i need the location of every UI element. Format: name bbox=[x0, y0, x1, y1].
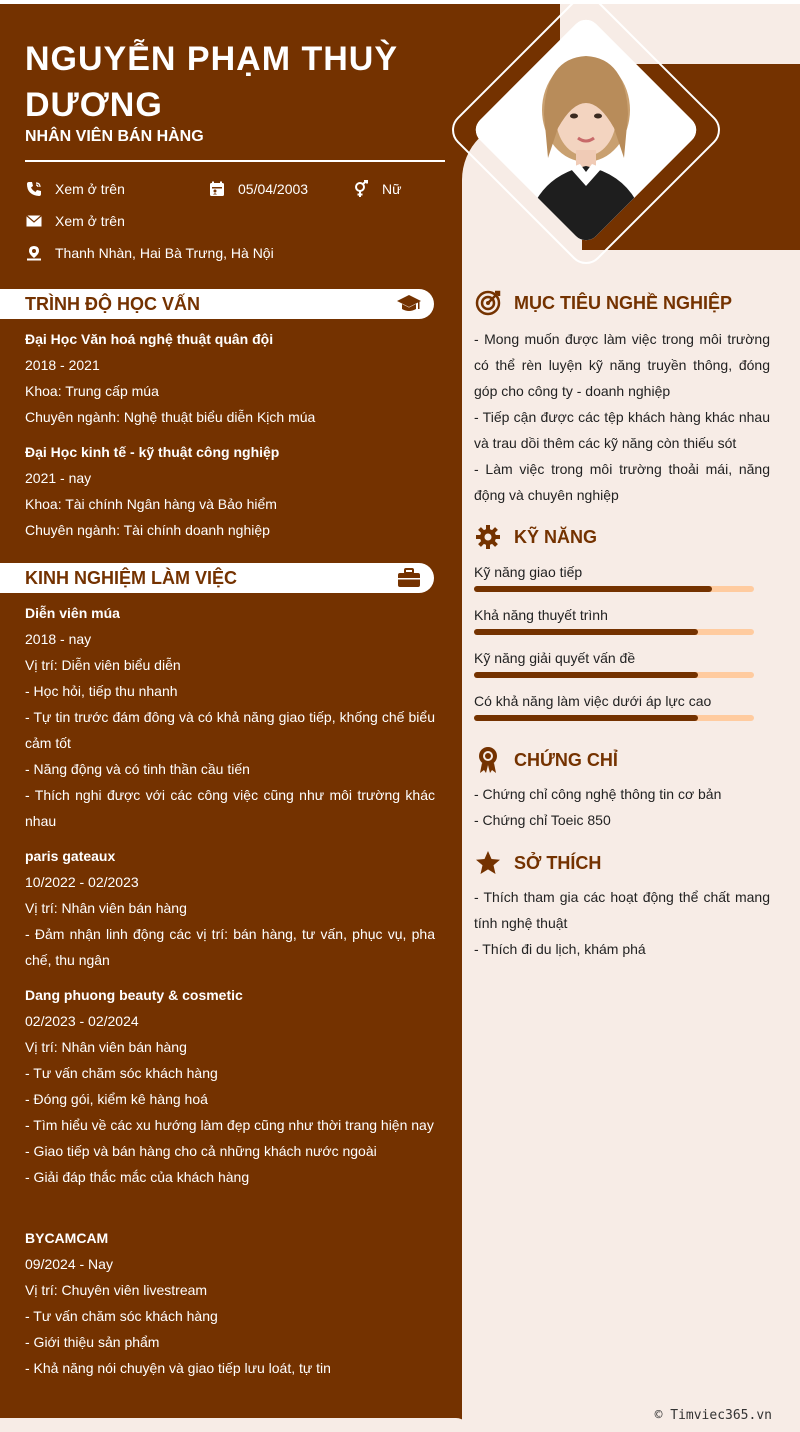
experience-item bbox=[25, 984, 435, 1190]
gear-icon bbox=[474, 523, 502, 551]
company-name: BYCAMCAM bbox=[25, 1230, 109, 1246]
address-text: Thanh Nhàn, Hai Bà Trưng, Hà Nội bbox=[55, 245, 274, 261]
contact-birthday bbox=[208, 180, 308, 198]
experience-heading bbox=[0, 563, 434, 593]
major: Chuyên ngành: Tài chính doanh nghiệp bbox=[25, 522, 270, 538]
certificates-heading bbox=[474, 746, 618, 774]
experience-line: Vị trí: Chuyên viên livestream bbox=[25, 1282, 208, 1298]
certificates-title: CHỨNG CHỈ bbox=[514, 749, 618, 770]
certificates-content bbox=[474, 781, 770, 833]
email-icon bbox=[25, 212, 43, 230]
skill-label: Có khả năng làm việc dưới áp lực cao bbox=[474, 693, 712, 709]
gender-icon bbox=[352, 180, 370, 198]
hobbies-heading bbox=[474, 849, 601, 877]
work-period: 10/2022 - 02/2023 bbox=[25, 874, 139, 890]
award-icon bbox=[474, 746, 502, 774]
candidate-name: NGUYỄN PHẠM THUỲ DƯƠNG bbox=[25, 40, 399, 124]
experience-line: - Giới thiệu sản phẩm bbox=[25, 1334, 160, 1350]
calendar-icon bbox=[208, 180, 226, 198]
certificate-line: - Chứng chỉ công nghệ thông tin cơ bản bbox=[474, 786, 722, 802]
skill-bar-fill bbox=[474, 629, 698, 635]
objective-line: - Mong muốn được làm việc trong môi trường có thể rèn luyện kỹ năng truyền thông, đóng góp cho công ty - doanh nghiệp bbox=[474, 331, 770, 399]
hobbies-title: SỞ THÍCH bbox=[514, 852, 602, 873]
skill-bar bbox=[474, 629, 754, 635]
experience-line: - Đóng gói, kiểm kê hàng hoá bbox=[25, 1091, 208, 1107]
experience-line: Vị trí: Diễn viên biểu diễn bbox=[25, 657, 181, 673]
skills-title: KỸ NĂNG bbox=[514, 526, 598, 547]
experience-item bbox=[25, 602, 435, 834]
gender-text: Nữ bbox=[382, 181, 402, 197]
hobby-line: - Thích đi du lịch, khám phá bbox=[474, 941, 646, 957]
experience-line: - Năng động và có tinh thần cầu tiến bbox=[25, 761, 250, 777]
skill-bar bbox=[474, 672, 754, 678]
skill-label: Kỹ năng giải quyết vấn đề bbox=[474, 650, 636, 666]
hobbies-content bbox=[474, 884, 770, 962]
skill-label: Kỹ năng giao tiếp bbox=[474, 564, 583, 580]
experience-line: - Tư vấn chăm sóc khách hàng bbox=[25, 1308, 218, 1324]
objective-line: - Làm việc trong môi trường thoải mái, năng động và chuyên nghiệp bbox=[474, 461, 770, 503]
company-name: Dang phuong beauty & cosmetic bbox=[25, 987, 243, 1003]
study-period: 2018 - 2021 bbox=[25, 357, 100, 373]
experience-title: KINH NGHIỆM LÀM VIỆC bbox=[25, 567, 238, 588]
school-name: Đại Học kinh tế - kỹ thuật công nghiệp bbox=[25, 444, 280, 460]
work-period: 02/2023 - 02/2024 bbox=[25, 1013, 139, 1029]
experience-line: - Giao tiếp và bán hàng cho cả những khách nước ngoài bbox=[25, 1143, 377, 1159]
experience-line: - Đảm nhận linh động các vị trí: bán hàng, tư vấn, phục vụ, pha chế, thu ngân bbox=[25, 926, 435, 968]
skill-item bbox=[474, 562, 754, 592]
experience-line: Vị trí: Nhân viên bán hàng bbox=[25, 900, 187, 916]
experience-line: - Giải đáp thắc mắc của khách hàng bbox=[25, 1169, 250, 1185]
star-icon bbox=[474, 849, 502, 877]
education-heading bbox=[0, 289, 434, 319]
company-name: Diễn viên múa bbox=[25, 605, 120, 621]
hobby-line: - Thích tham gia các hoạt động thể chất mang tính nghệ thuật bbox=[474, 889, 770, 931]
location-icon bbox=[25, 244, 43, 262]
education-item bbox=[25, 328, 435, 430]
objective-content bbox=[474, 326, 770, 508]
contact-phone bbox=[25, 180, 125, 198]
briefcase-icon bbox=[396, 567, 422, 589]
school-name: Đại Học Văn hoá nghệ thuật quân đội bbox=[25, 331, 274, 347]
phone-icon bbox=[25, 180, 43, 198]
contact-gender bbox=[352, 180, 401, 198]
education-title: TRÌNH ĐỘ HỌC VẤN bbox=[25, 293, 200, 314]
education-item bbox=[25, 441, 435, 543]
target-icon bbox=[474, 289, 502, 317]
company-name: paris gateaux bbox=[25, 848, 116, 864]
job-title: NHÂN VIÊN BÁN HÀNG bbox=[25, 128, 204, 145]
skill-bar bbox=[474, 586, 754, 592]
experience-line: - Tự tin trước đám đông và có khả năng giao tiếp, khống chế biểu cảm tốt bbox=[25, 709, 435, 751]
work-period: 2018 - nay bbox=[25, 631, 92, 647]
email-text: Xem ở trên bbox=[55, 213, 125, 229]
skill-item bbox=[474, 691, 754, 721]
certificate-line: - Chứng chỉ Toeic 850 bbox=[474, 812, 611, 828]
experience-line: - Tìm hiểu về các xu hướng làm đẹp cũng như thời trang hiện nay bbox=[25, 1117, 434, 1133]
faculty: Khoa: Trung cấp múa bbox=[25, 383, 159, 399]
header-divider bbox=[25, 160, 445, 162]
experience-line: - Khả năng nói chuyện và giao tiếp lưu loát, tự tin bbox=[25, 1360, 331, 1376]
experience-item bbox=[25, 845, 435, 973]
phone-text: Xem ở trên bbox=[55, 181, 125, 197]
major: Chuyên ngành: Nghệ thuật biểu diễn Kịch múa bbox=[25, 409, 316, 425]
study-period: 2021 - nay bbox=[25, 470, 92, 486]
bottom-strip bbox=[0, 1418, 470, 1432]
experience-item bbox=[25, 1227, 435, 1381]
skill-item bbox=[474, 648, 754, 678]
skill-bar bbox=[474, 715, 754, 721]
contact-address bbox=[25, 244, 274, 262]
objective-line: - Tiếp cận được các tệp khách hàng khác nhau và trau dồi thêm các kỹ năng còn thiếu sót bbox=[474, 409, 770, 451]
skill-bar-fill bbox=[474, 715, 698, 721]
birthday-text: 05/04/2003 bbox=[238, 181, 309, 197]
skill-label: Khả năng thuyết trình bbox=[474, 607, 608, 623]
skill-bar-fill bbox=[474, 586, 712, 592]
graduation-cap-icon bbox=[396, 293, 422, 315]
contact-email bbox=[25, 212, 125, 230]
experience-line: - Tư vấn chăm sóc khách hàng bbox=[25, 1065, 218, 1081]
skill-item bbox=[474, 605, 754, 635]
objective-heading bbox=[474, 289, 732, 317]
skills-heading bbox=[474, 523, 597, 551]
experience-line: Vị trí: Nhân viên bán hàng bbox=[25, 1039, 187, 1055]
footer-credit: © Timviec365.vn bbox=[654, 1408, 772, 1423]
work-period: 09/2024 - Nay bbox=[25, 1256, 113, 1272]
experience-line: - Thích nghi được với các công việc cũng như môi trường khác nhau bbox=[25, 787, 435, 829]
experience-line: - Học hỏi, tiếp thu nhanh bbox=[25, 683, 178, 699]
faculty: Khoa: Tài chính Ngân hàng và Bảo hiểm bbox=[25, 496, 277, 512]
objective-title: MỤC TIÊU NGHỀ NGHIỆP bbox=[514, 292, 733, 313]
skill-bar-fill bbox=[474, 672, 698, 678]
